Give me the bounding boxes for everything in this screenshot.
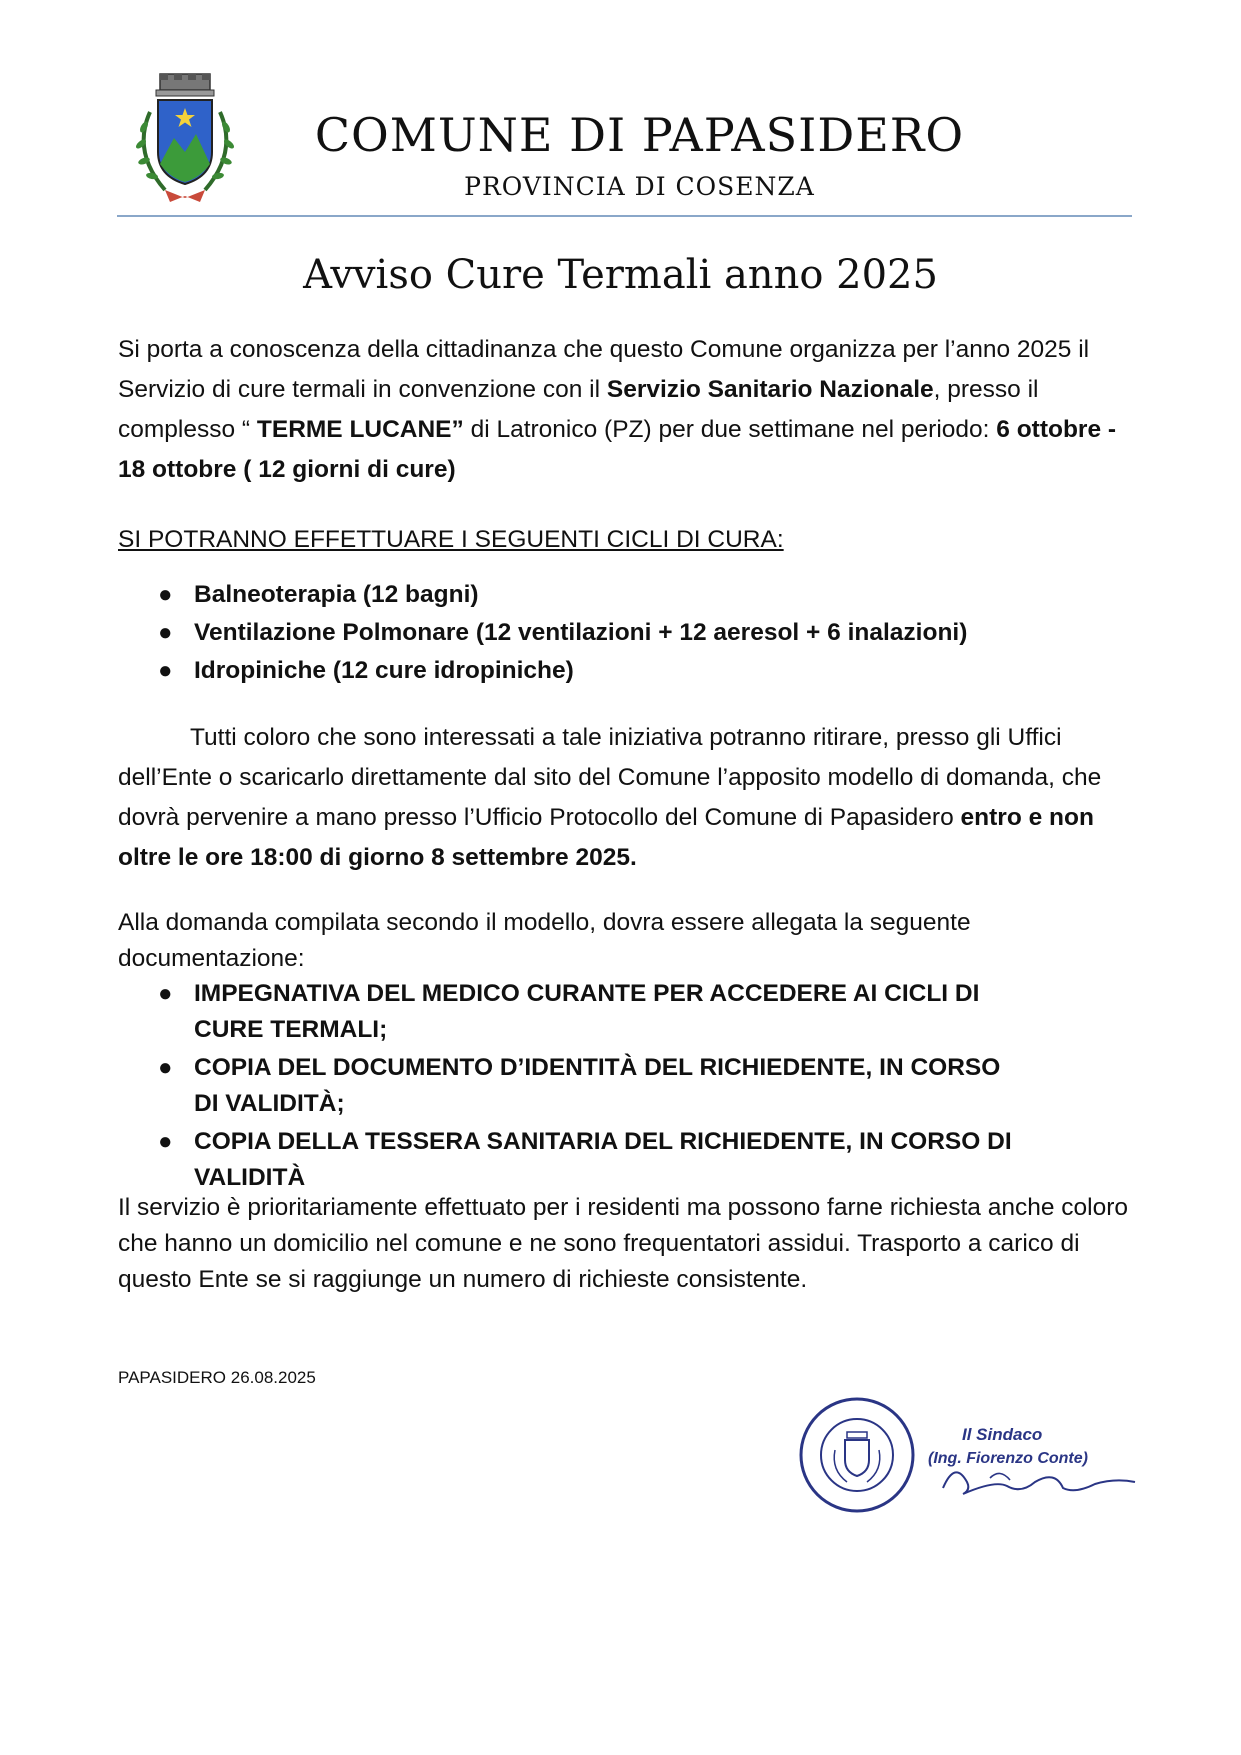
cycles-list xyxy=(118,576,1128,690)
intro-text-3: di Latronico (PZ) per due settimane nel periodo: xyxy=(463,416,997,443)
bullet-icon: ● xyxy=(158,619,173,646)
intro-ssn: Servizio Sanitario Nazionale xyxy=(606,376,934,403)
list-item: ● COPIA DEL DOCUMENTO D’IDENTITÀ DEL RICHIEDENTE, IN CORSO DI VALIDITÀ; xyxy=(118,1050,1014,1122)
header-divider xyxy=(117,215,1132,217)
intro-text-1: Si porta a conoscenza della cittadinanza che questo Comune organizza per l’anno 2025 il Servizio di cure termali in convenzione con il xyxy=(118,336,1090,403)
closing-paragraph: Il servizio è prioritariamente effettuato per i residenti ma possono farne richiesta anche coloro che hanno un domicilio nel comune e ne sono frequentatori assidui. Trasporto a carico di questo Ente se si raggiunge un numero di richieste consistente. xyxy=(118,1194,1129,1293)
application-paragraph xyxy=(118,718,1128,878)
mayor-name: (Ing. Fiorenzo Conte) xyxy=(928,1450,1088,1467)
list-item: ● Ventilazione Polmonare (12 ventilazioni + 12 aeresol + 6 inalazioni) xyxy=(118,614,1128,652)
bullet-icon: ● xyxy=(158,657,173,684)
list-item: ● Idropiniche (12 cure idropiniche) xyxy=(118,652,1128,690)
intro-period: 6 ottobre - 18 ottobre ( 12 giorni di cure) xyxy=(118,416,1117,483)
bullet-icon: ● xyxy=(158,1128,173,1155)
documents-list xyxy=(118,976,1128,1196)
list-item: ● Balneoterapia (12 bagni) xyxy=(118,576,1128,614)
bullet-icon: ● xyxy=(158,980,173,1007)
intro-text-2: , presso il complesso “ xyxy=(118,376,1039,443)
notice-title: Avviso Cure Termali anno 2025 xyxy=(303,252,938,298)
place-date: PAPASIDERO 26.08.2025 xyxy=(118,1368,316,1387)
application-deadline: entro e non oltre le ore 18:00 di giorno 8 settembre 2025. xyxy=(118,804,1094,871)
municipality-name: COMUNE DI PAPASIDERO xyxy=(314,108,965,162)
bullet-icon: ● xyxy=(158,581,173,608)
documents-intro: Alla domanda compilata secondo il modello, dovra essere allegata la seguente documentazione: xyxy=(118,909,971,972)
bullet-icon: ● xyxy=(158,1054,173,1081)
intro-paragraph xyxy=(118,330,1128,490)
cycles-heading: SI POTRANNO EFFETTUARE I SEGUENTI CICLI DI CURA: xyxy=(118,526,784,553)
intro-terme: TERME LUCANE” xyxy=(256,416,464,443)
mayor-title: Il Sindaco xyxy=(962,1425,1043,1444)
list-item: ● COPIA DELLA TESSERA SANITARIA DEL RICHIEDENTE, IN CORSO DI VALIDITÀ xyxy=(118,1124,1128,1196)
province-name: PROVINCIA DI COSENZA xyxy=(464,172,815,201)
application-text: Tutti coloro che sono interessati a tale iniziativa potranno ritirare, presso gli Uffici dell’Ente o scaricarlo direttamente dal sito del Comune l’apposito modello di domanda, che dovrà pervenire a mano presso l’Ufficio Protocollo del Comune di Papasidero xyxy=(118,724,1102,831)
list-item: ● IMPEGNATIVA DEL MEDICO CURANTE PER ACCEDERE AI CICLI DI CURE TERMALI; xyxy=(118,976,994,1048)
